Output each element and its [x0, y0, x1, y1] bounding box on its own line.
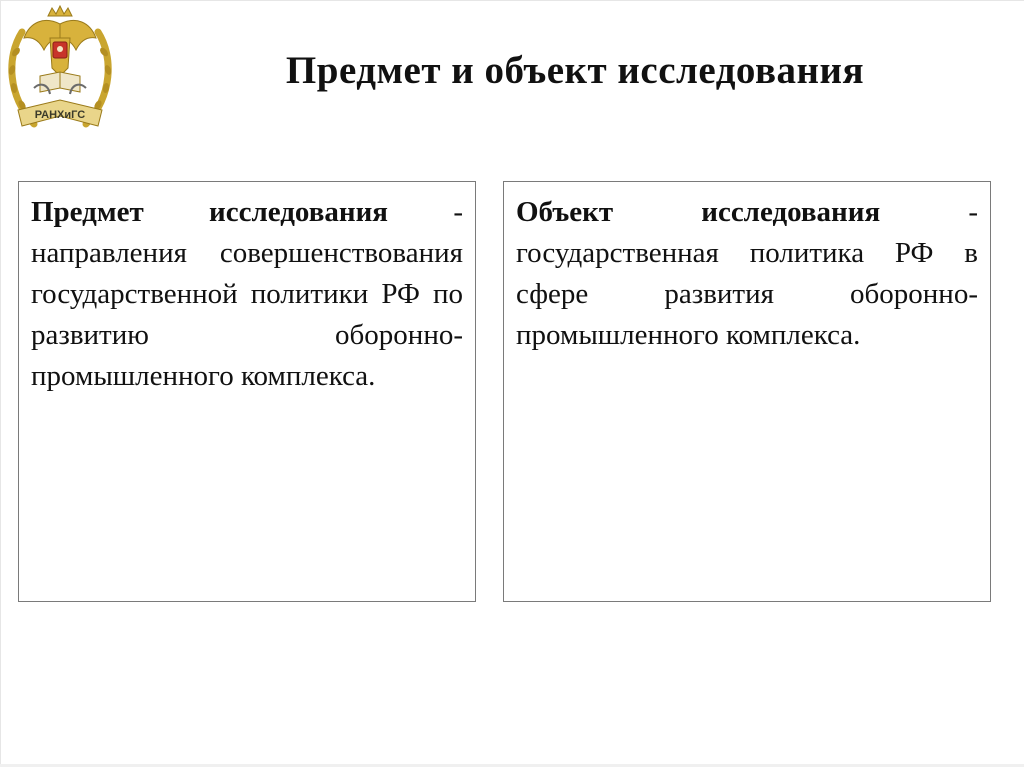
object-dash: - — [968, 196, 979, 228]
subject-heading: Предмет исследования — [31, 196, 388, 228]
ranepa-emblem-logo — [4, 2, 116, 136]
slide-top-edge — [0, 0, 1024, 1]
subject-box — [18, 181, 476, 602]
subject-dash: - — [453, 196, 463, 228]
object-body: государственная политика РФ в сфере развития оборонно-промышленного комплекса. — [516, 237, 978, 351]
slide-left-edge — [0, 0, 1, 767]
slide-title: Предмет и объект исследования — [285, 49, 865, 92]
subject-paragraph — [31, 192, 463, 397]
object-box — [503, 181, 991, 602]
subject-body: направления совершенствования государственной политики РФ по развитию оборонно-промышленного комплекса. — [31, 237, 463, 392]
object-heading: Объект исследования — [516, 196, 881, 228]
logo-ribbon-text: РАНХиГС — [34, 109, 86, 121]
object-paragraph — [516, 192, 978, 356]
